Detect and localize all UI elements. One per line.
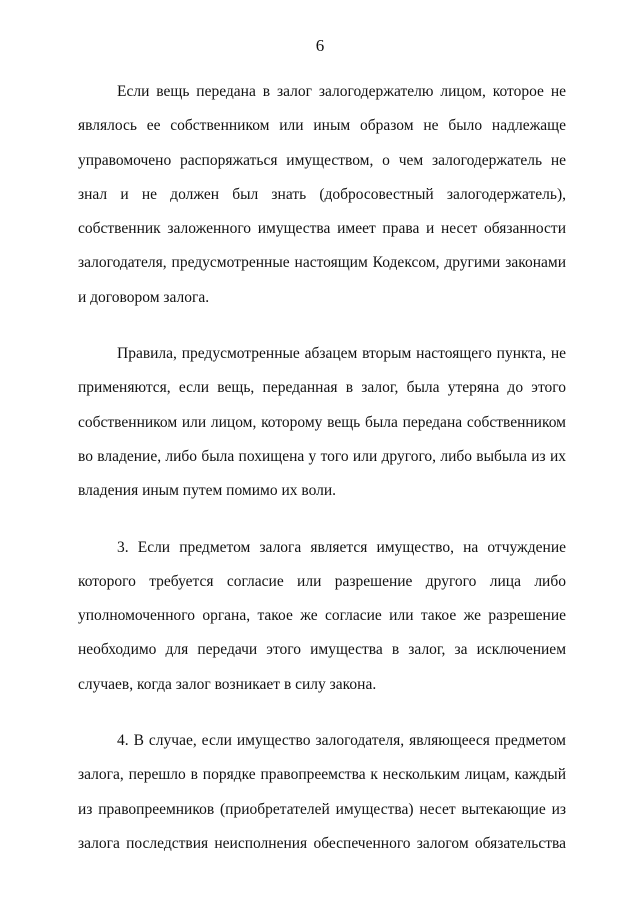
paragraph-pledge-bona-fide: Если вещь передана в залог залогодержателю лицом, которое не являлось ее собственником или иным образом не было надлежаще управомочено распоряжаться имуществом, о чем залогодержатель не знал и не должен был знать (добросовестный залогодержатель), собственник заложенного имущества имеет права и несет обязанности залогодателя, предусмотренные настоящим Кодексом, другими законами и договором залога. bbox=[78, 83, 566, 306]
document-body bbox=[78, 75, 566, 883]
paragraph-rules-exception: Правила, предусмотренные абзацем вторым настоящего пункта, не применяются, если вещь, переданная в залог, была утеряна до этого собственником или лицом, которому вещь была передана собственником во владение, либо была похищена у того или другого, либо выбыла из их владения иным путем помимо их воли. bbox=[78, 345, 566, 500]
paragraph-item-3: 3. Если предметом залога является имущество, на отчуждение которого требуется согласие или разрешение другого лица либо уполномоченного органа, такое же согласие или такое же разрешение необходимо для передачи этого имущества в залог, за исключением случаев, когда залог возникает в силу закона. bbox=[78, 538, 566, 693]
paragraph-item-4: 4. В случае, если имущество залогодателя, являющееся предметом залога, перешло в порядке правопреемства к нескольким лицам, каждый из правопреемников (приобретателей имущества) несет вытекающие из залога последствия неисполнения обеспеченного залогом обязательства bbox=[78, 732, 566, 852]
page-number: 6 bbox=[315, 36, 325, 55]
